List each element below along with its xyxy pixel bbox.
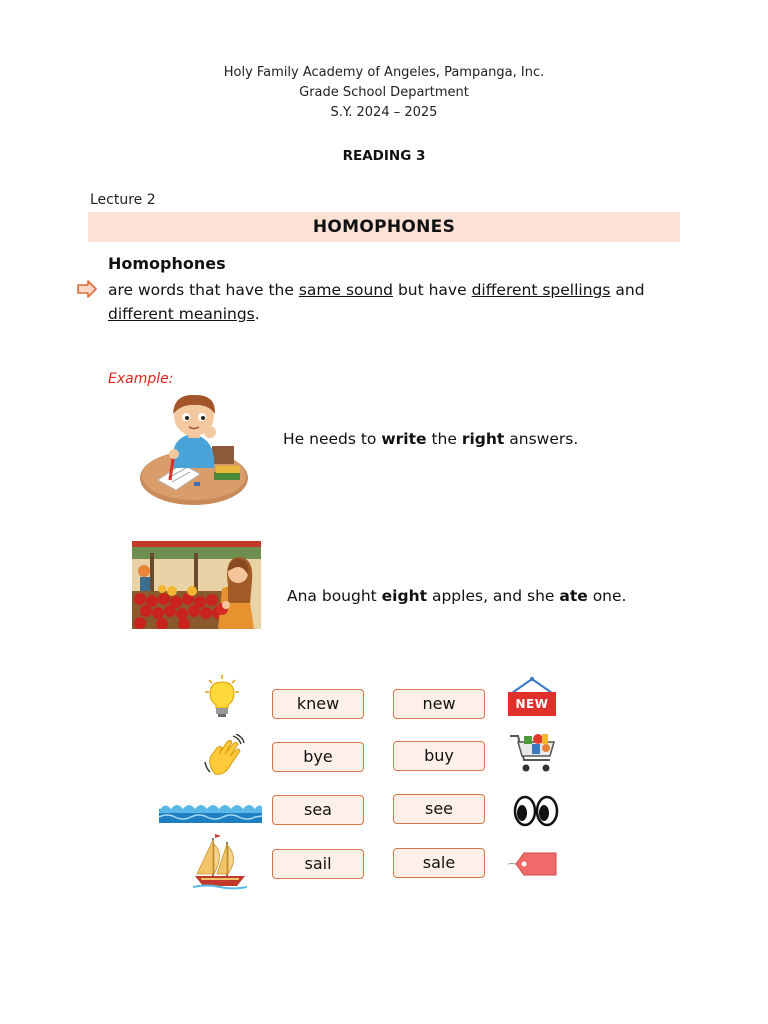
word-card-knew: knew [272,689,364,719]
eyes-icon [512,795,560,827]
boy-writing-illustration [138,392,250,508]
lecture-label: Lecture 2 [90,192,156,208]
definition-part: are words that have the [108,281,299,299]
homophone-word: eight [381,587,428,605]
definition-term: Homophones [108,254,226,273]
waving-hand-icon [203,734,245,778]
lightbulb-icon [204,674,240,718]
market-apples-illustration [132,541,261,629]
homophone-word: write [381,430,427,448]
word-card-see: see [393,794,485,824]
arrow-right-icon [76,280,98,298]
keyword-same-sound: same sound [298,281,394,299]
word-card-sea: sea [272,795,364,825]
word-card-new: new [393,689,485,719]
sentence-part: answers. [504,430,579,448]
new-tag-icon: NEW [508,692,556,716]
definition-part: . [254,305,260,323]
topic-banner [88,212,680,242]
word-card-sail: sail [272,849,364,879]
school-year: S.Y. 2024 – 2025 [330,105,438,120]
word-card-buy: buy [393,741,485,771]
keyword-different-meanings: different meanings [108,305,255,323]
keyword-different-spellings: different spellings [471,281,611,299]
definition-part: but have [393,281,472,299]
example-sentence-1 [283,430,578,448]
example-label: Example: [108,371,174,387]
sentence-part: apples, and she [427,587,560,605]
example-sentence-2 [287,587,626,605]
sentence-part: Ana bought [287,587,382,605]
word-card-sale: sale [393,848,485,878]
department-name: Grade School Department [299,85,469,100]
shopping-cart-icon [508,732,558,774]
sentence-part: the [426,430,462,448]
homophone-word: right [461,430,505,448]
homophone-word: ate [559,587,588,605]
price-tag-icon [508,851,558,877]
school-name: Holy Family Academy of Angeles, Pampanga, Inc. [223,65,545,80]
sentence-part: He needs to [283,430,382,448]
sailboat-icon [193,834,247,890]
sentence-part: one. [587,587,627,605]
definition-part: and [610,281,645,299]
topic-title: HOMOPHONES [312,217,456,237]
definition-text [108,278,678,326]
word-card-bye: bye [272,742,364,772]
subject-title: READING 3 [342,148,426,164]
sea-waves-icon [159,799,262,823]
